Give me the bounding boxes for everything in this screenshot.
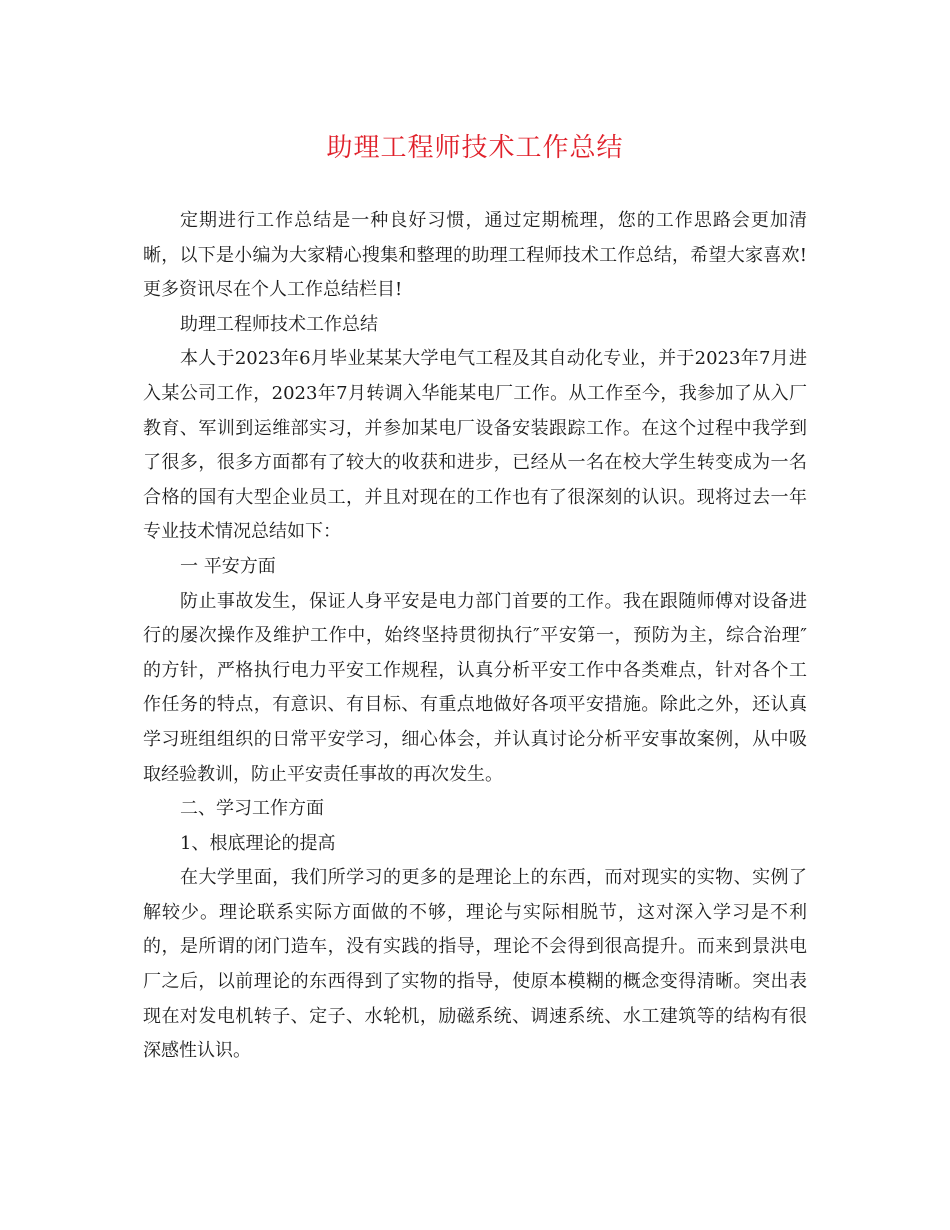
document-body xyxy=(143,204,807,1069)
section-heading-study-work: 二、学习工作方面 xyxy=(180,798,324,820)
paragraph-background: 本人于2023年6月毕业某某大学电气工程及其自动化专业，并于2023年7月进入某公司工作，2023年7月转调入华能某电厂工作。从工作至今，我参加了从入厂教育、军训到运维部实习，并参加某电厂设备安装跟踪工作。在这个过程中我学到了很多，很多方面都有了较大的收获和进步，已经从一名在校大学生转变成为一名合格的国有大型企业员工，并且对现在的工作也有了很深刻的认识。现将过去一年专业技术情况总结如下： xyxy=(143,348,807,543)
section-heading-safety: 一 平安方面 xyxy=(180,555,276,577)
subsection-heading-theory: 1、根底理论的提高 xyxy=(180,832,336,854)
paragraph-intro: 定期进行工作总结是一种良好习惯，通过定期梳理，您的工作思路会更加清晰，以下是小编为大家精心搜集和整理的助理工程师技术工作总结，希望大家喜欢!更多资讯尽在个人工作总结栏目! xyxy=(143,210,807,301)
paragraph-safety: 防止事故发生，保证人身平安是电力部门首要的工作。我在跟随师傅对设备进行的屡次操作及维护工作中，始终坚持贯彻执行″平安第一，预防为主，综合治理″ 的方针，严格执行电力平安工作规程，认真分析平安工作中各类难点，针对各个工作任务的特点，有意识、有目标、有重点地做好各项平安措施。除此之外，还认真学习班组组织的日常平安学习，细心体会，并认真讨论分析平安事故案例，从中吸取经验教训，防止平安责任事故的再次发生。 xyxy=(143,590,807,785)
paragraph-theory: 在大学里面，我们所学习的更多的是理论上的东西，而对现实的实物、实例了解较少。理论联系实际方面做的不够，理论与实际相脱节，这对深入学习是不利的，是所谓的闭门造车，没有实践的指导，理论不会得到很高提升。而来到景洪电厂之后，以前理论的东西得到了实物的指导，使原本模糊的概念变得清晰。突出表现在对发电机转子、定子、水轮机，励磁系统、调速系统、水工建筑等的结构有很深感性认识。 xyxy=(143,867,807,1062)
paragraph-subtitle: 助理工程师技术工作总结 xyxy=(180,313,378,335)
document-title: 助理工程师技术工作总结 xyxy=(326,133,624,163)
